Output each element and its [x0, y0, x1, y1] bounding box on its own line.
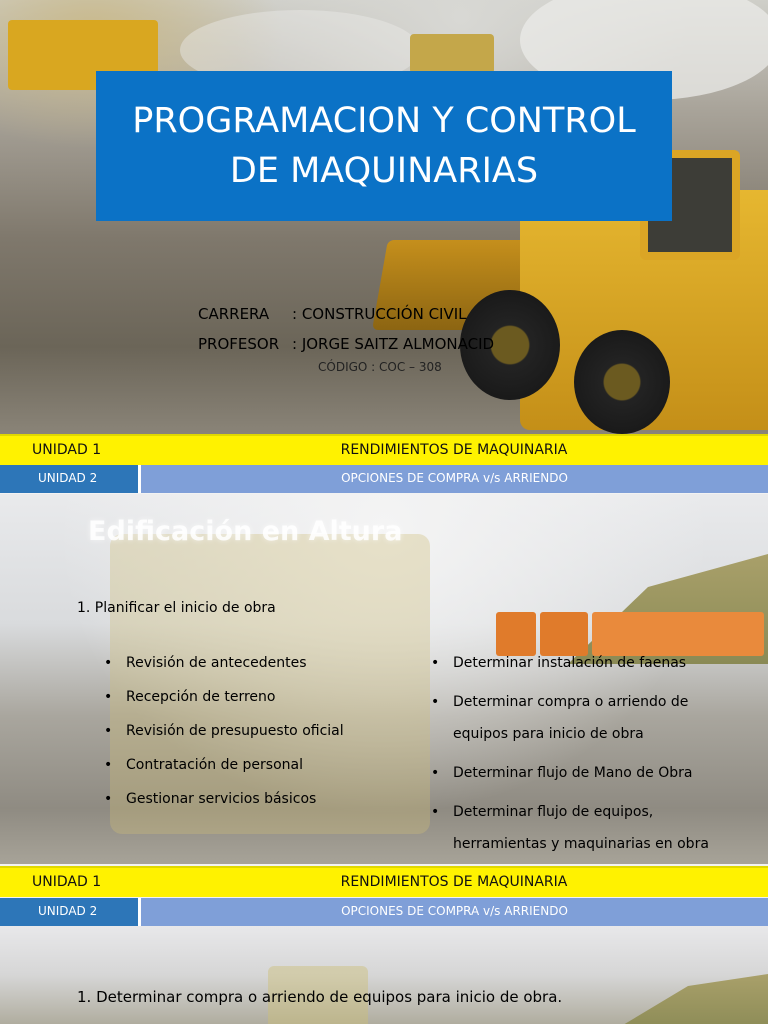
unit1-title: RENDIMIENTOS DE MAQUINARIA [340, 874, 568, 890]
list-item: • Recepción de terreno [100, 686, 420, 708]
title-line-1: PROGRAMACION Y CONTROL [132, 101, 636, 141]
unit1-bar [0, 866, 768, 897]
unit1-label: UNIDAD 1 [32, 442, 102, 458]
list-item: • Determinar flujo de Mano de Obra [427, 762, 727, 784]
section-title: Edificación en Altura [88, 516, 403, 547]
list-item: • Gestionar servicios básicos [100, 788, 420, 810]
truck-image [496, 612, 536, 656]
left-task-list [100, 652, 420, 810]
list-item: • Revisión de presupuesto oficial [100, 720, 420, 742]
carrera-row [198, 305, 467, 323]
unit2-bar [0, 898, 768, 926]
right-task-list [427, 652, 727, 860]
list-item: • Contratación de personal [100, 754, 420, 776]
truck-image [540, 612, 588, 656]
planning-slide [0, 494, 768, 864]
unit2-title: OPCIONES DE COMPRA v/s ARRIENDO [341, 471, 568, 485]
step-heading: 1. Planificar el inicio de obra [77, 600, 276, 616]
carrera-label: CARRERA [198, 305, 270, 323]
profesor-value: : JORGE SAITZ ALMONACID [292, 335, 495, 353]
title-box [96, 71, 672, 221]
unit2-label: UNIDAD 2 [38, 904, 98, 918]
step-heading: 1. Determinar compra o arriendo de equipos para inicio de obra. [77, 988, 563, 1006]
unit2-label: UNIDAD 2 [38, 471, 98, 485]
carrera-value: : CONSTRUCCIÓN CIVIL [292, 305, 467, 323]
list-item: • Revisión de antecedentes [100, 652, 420, 674]
slide-title [132, 96, 636, 196]
unit1-title: RENDIMIENTOS DE MAQUINARIA [340, 442, 568, 458]
list-item: • Determinar compra o arriendo de equipos para inicio de obra [427, 686, 727, 750]
title-slide [0, 0, 768, 434]
dump-truck-image [592, 612, 764, 656]
unit2-title: OPCIONES DE COMPRA v/s ARRIENDO [341, 904, 568, 918]
title-line-2: DE MAQUINARIAS [229, 151, 539, 191]
course-code: CÓDIGO : COC – 308 [318, 360, 442, 374]
list-item: • Determinar instalación de faenas [427, 652, 727, 674]
unit2-bar [0, 465, 768, 493]
unit1-bar [0, 434, 768, 465]
hill-image [608, 974, 768, 1024]
unit1-label: UNIDAD 1 [32, 874, 102, 890]
profesor-row [198, 335, 494, 353]
purchase-slide [0, 926, 768, 1024]
list-item: • Determinar flujo de equipos, herramientas y maquinarias en obra [427, 796, 727, 860]
excavator-image [410, 34, 494, 74]
loader-wheel [574, 330, 670, 434]
profesor-label: PROFESOR [198, 335, 280, 353]
